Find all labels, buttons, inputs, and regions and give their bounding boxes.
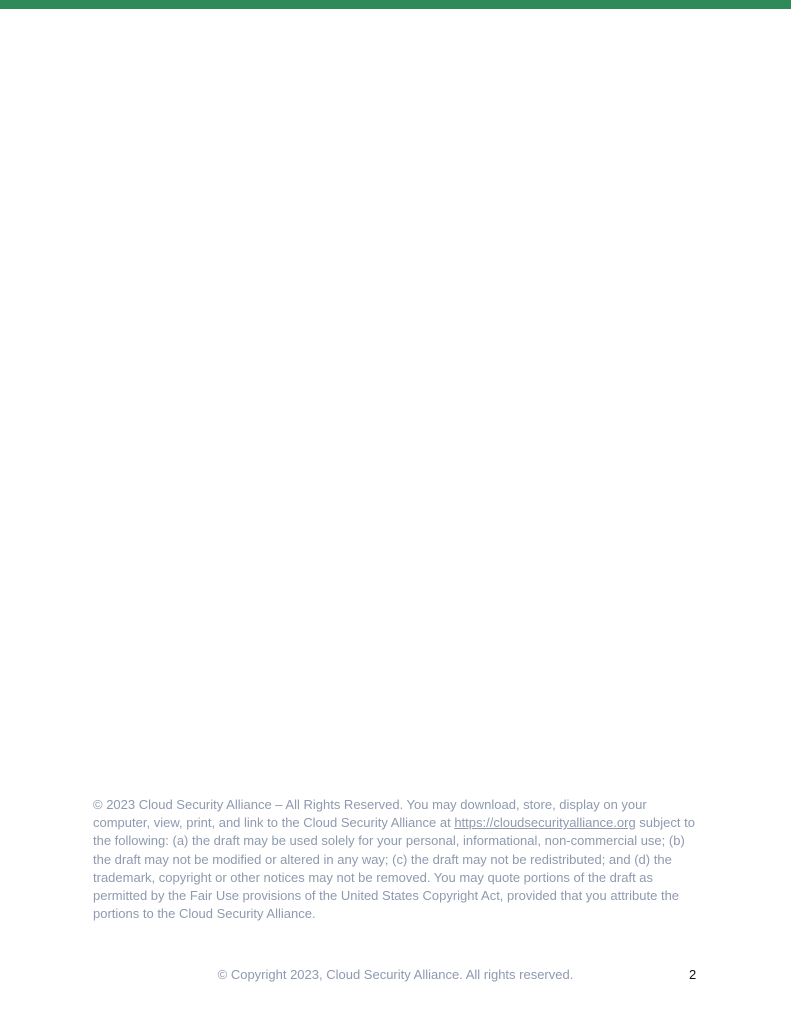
csa-website-link[interactable]: https://cloudsecurityalliance.org	[454, 815, 636, 831]
notice-text-end: subject to the following: (a) the draft may be used solely for your personal, informational, non-commercial use; (b) the draft may not be modified or altered in any way; (c) the draft may not be redistributed; and (d) the trademark, copyright or other notices may not be removed. You may quote portions of the draft as permitted by the Fair Use provisions of the United States Copyright Act, provided that you attribute the portions to the Cloud Security Alliance.	[93, 815, 695, 922]
copyright-notice	[93, 796, 698, 923]
page-number: 2	[689, 967, 697, 982]
notice-text-start: © 2023 Cloud Security Alliance – All Rights Reserved. You may download, store, display on your computer, view, print, and link to the Cloud Security Alliance at	[93, 797, 647, 831]
header-accent-bar	[0, 0, 791, 9]
footer-copyright: © Copyright 2023, Cloud Security Alliance. All rights reserved.	[217, 967, 574, 982]
